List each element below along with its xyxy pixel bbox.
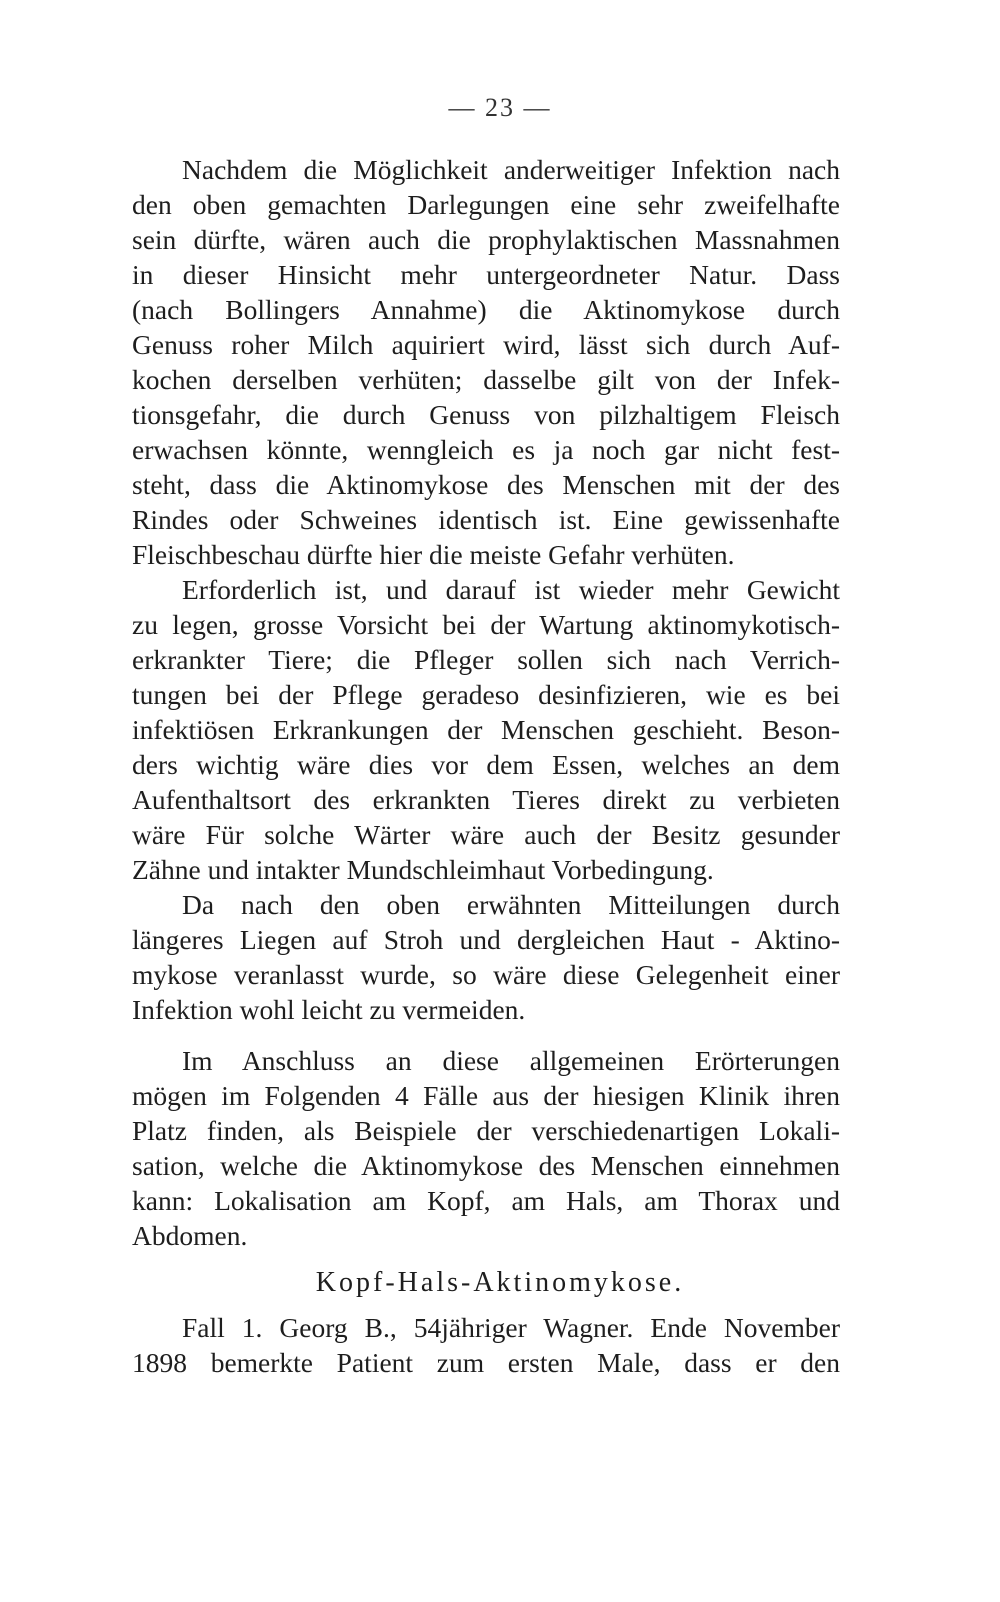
- text-line: zu legen, grosse Vorsicht bei der Wartung aktinomykotisch-: [132, 609, 840, 640]
- text-line: den oben gemachten Darlegungen eine sehr zweifelhafte: [132, 189, 840, 220]
- text-line: erwachsen könnte, wenngleich es ja noch gar nicht fest-: [132, 434, 840, 465]
- text-line: Platz finden, als Beispiele der verschiedenartigen Lokali-: [132, 1115, 840, 1146]
- text-line: in dieser Hinsicht mehr untergeordneter Natur. Dass: [132, 259, 840, 290]
- text-line: Infektion wohl leicht zu vermeiden.: [132, 994, 526, 1025]
- text-line: Zähne und intakter Mundschleimhaut Vorbedingung.: [132, 854, 714, 885]
- text-line: Nachdem die Möglichkeit anderweitiger Infektion nach: [182, 154, 840, 185]
- text-line: Rindes oder Schweines identisch ist. Eine gewissenhafte: [132, 504, 840, 535]
- text-line: steht, dass die Aktinomykose des Menschen mit der des: [132, 469, 840, 500]
- text-line: Fall 1. Georg B., 54jähriger Wagner. Ende November: [182, 1312, 840, 1343]
- text-line: ders wichtig wäre dies vor dem Essen, welches an dem: [132, 749, 840, 780]
- text-line: (nach Bollingers Annahme) die Aktinomykose durch: [132, 294, 840, 325]
- text-line: kochen derselben verhüten; dasselbe gilt von der Infek-: [132, 364, 840, 395]
- text-line: Abdomen.: [132, 1220, 248, 1251]
- text-line: tungen bei der Pflege geradeso desinfizieren, wie es bei: [132, 679, 840, 710]
- text-line: sein dürfte, wären auch die prophylaktischen Massnahmen: [132, 224, 840, 255]
- section-heading: Kopf-Hals-Aktinomykose.: [315, 1267, 685, 1298]
- text-line: 1898 bemerkte Patient zum ersten Male, dass er den: [132, 1347, 840, 1378]
- text-line: Da nach den oben erwähnten Mitteilungen durch: [182, 889, 840, 920]
- text-line: mykose veranlasst wurde, so wäre diese Gelegenheit einer: [132, 959, 840, 990]
- page-number: — 23 —: [448, 93, 552, 122]
- text-line: Fleischbeschau dürfte hier die meiste Gefahr verhüten.: [132, 539, 735, 570]
- text-line: kann: Lokalisation am Kopf, am Hals, am Thorax und: [132, 1185, 840, 1216]
- text-line: mögen im Folgenden 4 Fälle aus der hiesigen Klinik ihren: [132, 1080, 840, 1111]
- text-line: Genuss roher Milch aquiriert wird, lässt sich durch Auf-: [132, 329, 840, 360]
- text-line: infektiösen Erkrankungen der Menschen geschieht. Beson-: [132, 714, 840, 745]
- text-line: Im Anschluss an diese allgemeinen Erörterungen: [182, 1045, 840, 1076]
- text-line: Aufenthaltsort des erkrankten Tieres direkt zu verbieten: [132, 784, 840, 815]
- text-line: Erforderlich ist, und darauf ist wieder mehr Gewicht: [182, 574, 840, 605]
- text-line: wäre Für solche Wärter wäre auch der Besitz gesunder: [132, 819, 840, 850]
- text-line: längeres Liegen auf Stroh und dergleichen Haut - Aktino-: [132, 924, 840, 955]
- text-line: sation, welche die Aktinomykose des Menschen einnehmen: [132, 1150, 840, 1181]
- text-line: tionsgefahr, die durch Genuss von pilzhaltigem Fleisch: [132, 399, 840, 430]
- text-line: erkrankter Tiere; die Pfleger sollen sich nach Verrich-: [132, 644, 840, 675]
